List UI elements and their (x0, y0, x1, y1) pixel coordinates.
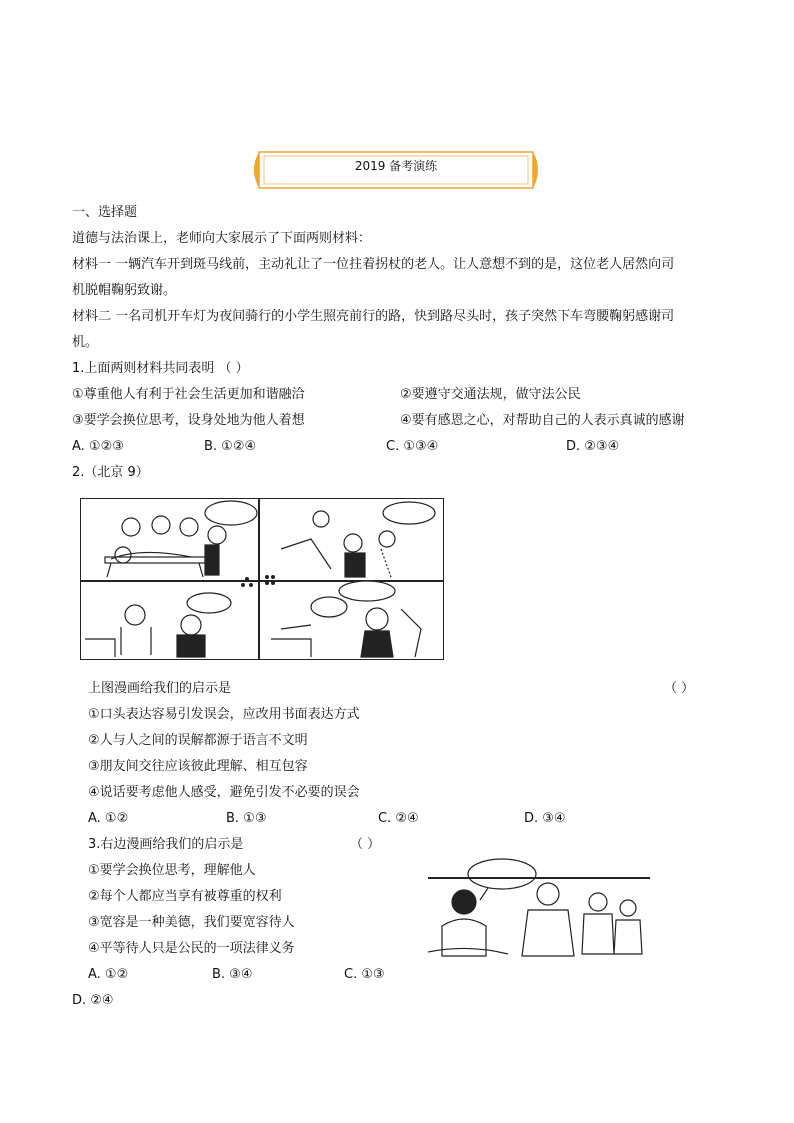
q3-option-c[interactable]: C. ①③ (344, 967, 385, 982)
q1-statement-3: ③要学会换位思考，设身处地为他人着想 (72, 413, 305, 428)
q1-option-b[interactable]: B. ①②④ (204, 439, 257, 454)
q2-option-b[interactable]: B. ①③ (226, 811, 267, 826)
q3-option-b[interactable]: B. ③④ (212, 967, 253, 982)
q3-statement-3: ③宽容是一种美德，我们要宽容待人 (88, 915, 295, 930)
q1-statement-2: ②要遵守交通法规，做守法公民 (400, 387, 581, 402)
q2-statement-4: ④说话要考虑他人感受，避免引发不必要的误会 (88, 785, 360, 800)
header-banner (250, 150, 542, 190)
q3-statement-2: ②每个人都应当享有被尊重的权利 (88, 889, 282, 904)
q3-option-a[interactable]: A. ①② (88, 967, 129, 982)
material2-line2: 机。 (72, 335, 99, 350)
q2-statement-2: ②人与人之间的误解都源于语言不文明 (88, 733, 308, 748)
q3-stem: 3.右边漫画给我们的启示是 (88, 837, 244, 852)
banner-title: 2019 备考演练 (354, 159, 438, 173)
q1-statement-4: ④要有感恩之心，对帮助自己的人表示真诚的感谢 (400, 413, 685, 428)
q1-option-a[interactable]: A. ①②③ (72, 439, 124, 454)
q2-prompt: 上图漫画给我们的启示是 (88, 681, 232, 696)
q2-answer-bracket: （ ） (664, 681, 695, 696)
q1-option-c[interactable]: C. ①③④ (386, 439, 439, 454)
q3-comic-illustration (428, 856, 650, 960)
q2-statement-3: ③朋友间交往应该彼此理解、相互包容 (88, 759, 308, 774)
q1-option-d[interactable]: D. ②③④ (566, 439, 620, 454)
section-title: 一、选择题 (72, 205, 138, 220)
q1-statement-1: ①尊重他人有利于社会生活更加和谐融洽 (72, 387, 305, 402)
q3-statement-4: ④平等待人只是公民的一项法律义务 (88, 941, 295, 956)
q2-statement-1: ①口头表达容易引发误会，应改用书面表达方式 (88, 707, 360, 722)
material1-line1: 材料一 一辆汽车开到斑马线前，主动礼让了一位拄着拐杖的老人。让人意想不到的是，这位老人居然向司 (72, 257, 675, 272)
q3-statement-1: ①要学会换位思考，理解他人 (88, 863, 256, 878)
q3-comic (428, 856, 650, 960)
q3-answer-bracket: （ ） (350, 837, 381, 852)
q2-comic-strip (80, 498, 444, 660)
q2-stem: 2.（北京 9） (72, 465, 149, 480)
q1-stem: 1.上面两则材料共同表明 （ ） (72, 361, 249, 376)
comic-illustration (81, 499, 443, 659)
material2-line1: 材料二 一名司机开车灯为夜间骑行的小学生照亮前行的路，快到路尽头时，孩子突然下车弯腰鞠躬感谢司 (72, 309, 675, 324)
material1-line2: 机脱帽鞠躬致谢。 (72, 283, 177, 298)
q2-option-d[interactable]: D. ③④ (524, 811, 566, 826)
q2-option-c[interactable]: C. ②④ (378, 811, 419, 826)
q3-option-d[interactable]: D. ②④ (72, 993, 114, 1008)
intro-text: 道德与法治课上，老师向大家展示了下面两则材料： (72, 231, 372, 246)
q2-option-a[interactable]: A. ①② (88, 811, 129, 826)
